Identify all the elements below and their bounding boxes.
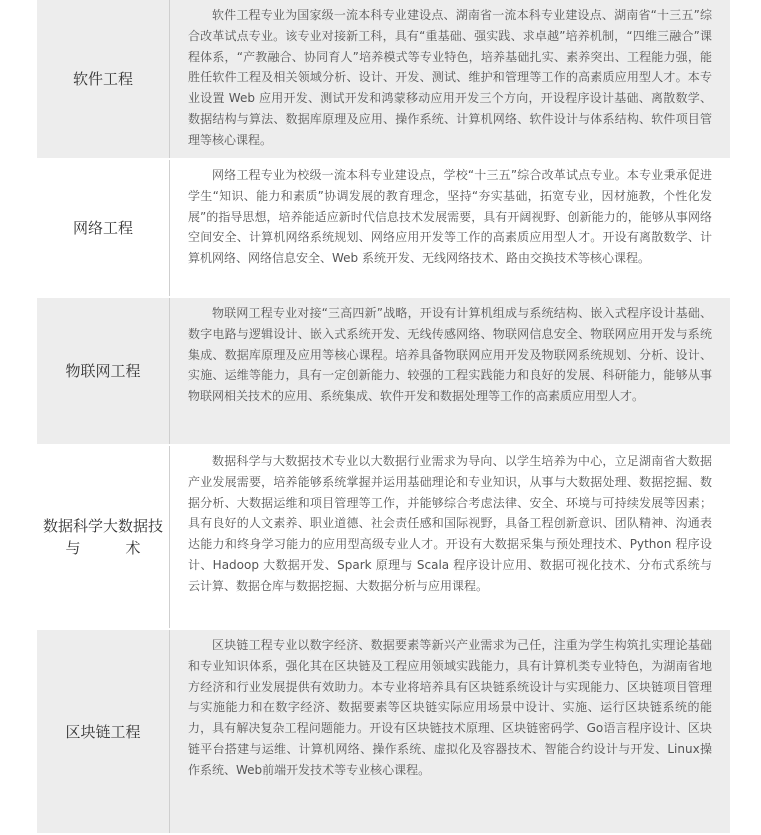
major-name: 物联网工程 (65, 362, 141, 380)
major-row-software-engineering (37, 0, 730, 160)
major-description: 区块链工程专业以数字经济、数据要素等新兴产业需求为己任，注重为学生构筑扎实理论基础和专业知识体系，强化其在区块链及工程应用领域实践能力，具有计算机类专业特色，为湖南省地方经济和行业发展提供有效助力。本专业将培养具有区块链系统设计与实现能力、区块链项目管理与实施能力和在数字经济、数据要素等区块链实际应用场景中设计、实施、运行区块链系统的能力，具有解决复杂工程问题能力。开设有区块链技术原理、区块链密码学、Go语言程序设计、区块链平台搭建与运维、计算机网络、操作系统、虚拟化及容器技术、智能合约设计与开发、Linux操作系统、Web前端开发技术等专业核心课程。 (188, 638, 712, 777)
major-name-cell (37, 298, 170, 444)
major-name-line2: 大数据技术 (103, 517, 164, 557)
major-name-cell (37, 630, 170, 833)
major-description: 数据科学与大数据技术专业以大数据行业需求为导向、以学生培养为中心，立足湖南省大数据产业发展需要，培养能够系统掌握并运用基础理论和专业知识，从事与大数据处理、数据挖掘、数据分析、大数据运维和项目管理等工作，并能够综合考虑法律、安全、环境与可持续发展等因素；具有良好的人文素养、职业道德、社会责任感和国际视野，具备工程创新意识、团队精神、沟通表达能力和终身学习能力的应用型高级专业人才。开设有大数据采集与预处理技术、Python 程序设计、Hadoop 大数据开发、Spark 原理与 Scala 程序设计应用、数据可视化技术、分布式系统与云计算、数据仓库与数据挖掘、大数据分析与应用课程。 (188, 454, 712, 593)
major-name-cell (37, 160, 170, 296)
major-row-blockchain-engineering (37, 630, 730, 835)
major-description: 物联网工程专业对接“三高四新”战略，开设有计算机组成与系统结构、嵌入式程序设计基础、数字电路与逻辑设计、嵌入式系统开发、无线传感网络、物联网信息安全、物联网应用开发与系统集成、数据库原理及应用等核心课程。培养具备物联网应用开发及物联网系统规划、分析、设计、实施、运维等能力，具有一定创新能力、较强的工程实践能力和良好的发展、科研能力，能够从事物联网相关技术的应用、系统集成、软件开发和数据处理等工作的高素质应用型人才。 (188, 306, 712, 404)
major-name-line1: 数据科学与 (43, 517, 104, 557)
major-description: 软件工程专业为国家级一流本科专业建设点、湖南省一流本科专业建设点、湖南省“十三五”综合改革试点专业。该专业对接新工科，具有“重基础、强实践、求卓越”培养机制，“四维三融合”课程体系，“产教融合、协同育人”培养模式等专业特色，培养基础扎实、素养突出、工程能力强，能胜任软件工程及相关领域分析、设计、开发、测试、维护和管理等工作的高素质应用型人才。本专业设置 Web 应用开发、测试开发和鸿蒙移动应用开发三个方向，开设程序设计基础、离散数学、数据结构与算法、数据库原理及应用、操作系统、计算机网络、软件设计与体系结构、软件项目管理等核心课程。 (188, 8, 712, 147)
major-name: 软件工程 (72, 70, 133, 88)
major-row-iot-engineering (37, 298, 730, 446)
major-name-cell (37, 446, 170, 628)
majors-table (37, 0, 730, 835)
major-name: 区块链工程 (65, 722, 141, 741)
major-name: 网络工程 (72, 219, 133, 237)
major-name-cell (37, 0, 170, 158)
major-description: 网络工程专业为校级一流本科专业建设点，学校“十三五”综合改革试点专业。本专业秉承促进学生“知识、能力和素质”协调发展的教育理念，坚持“夯实基础，拓宽专业，因材施教，个性化发展”的指导思想，培养能适应新时代信息技术发展需要，具有开阔视野、创新能力的，能够从事网络空间安全、计算机网络系统规划、网络应用开发等工作的高素质应用型人才。开设有离散数学、计算机网络、网络信息安全、Web 系统开发、无线网络技术、路由交换技术等核心课程。 (188, 168, 712, 266)
major-row-data-science (37, 446, 730, 630)
major-row-network-engineering (37, 160, 730, 298)
